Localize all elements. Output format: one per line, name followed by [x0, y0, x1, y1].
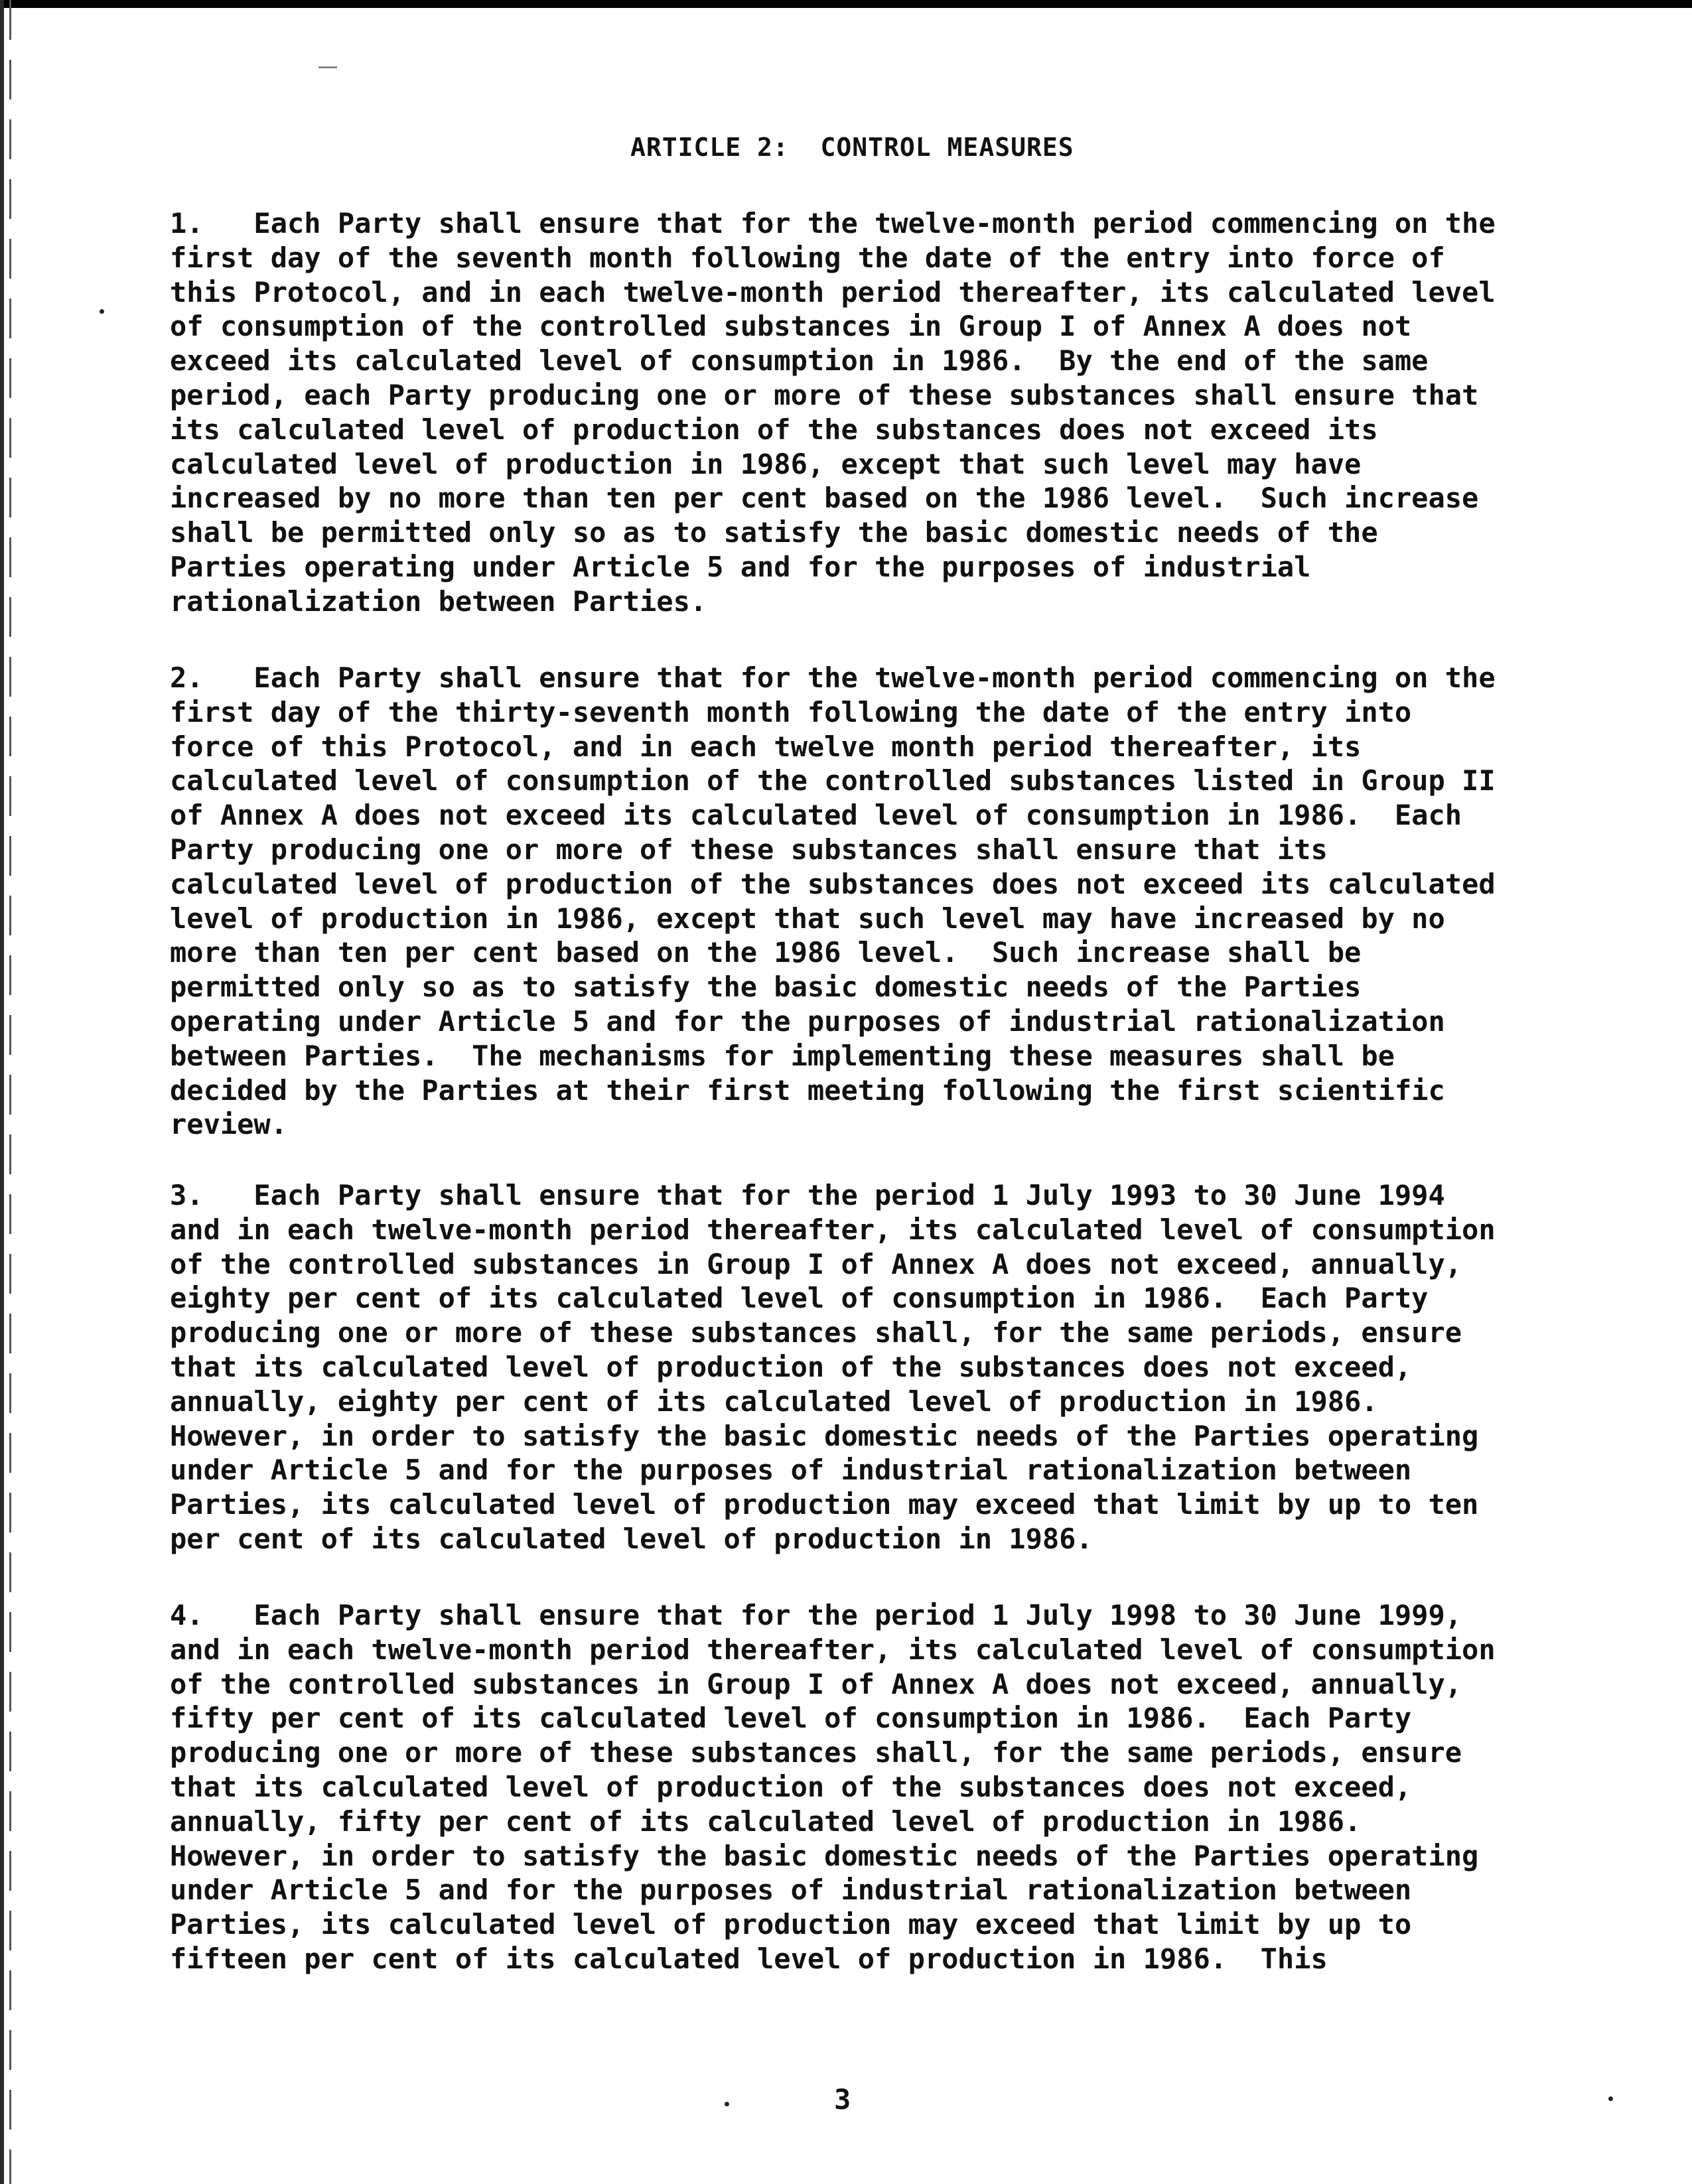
- text-line: shall be permitted only so as to satisfy the basic domestic needs of the: [170, 516, 1378, 549]
- text-line: calculated level of consumption of the controlled substances listed in Group II: [170, 764, 1496, 797]
- text-line: increased by no more than ten per cent based on the 1986 level. Such increase: [170, 482, 1479, 515]
- text-line: Parties, its calculated level of production may exceed that limit by up to: [170, 1908, 1412, 1941]
- text-line: However, in order to satisfy the basic domestic needs of the Parties operating: [170, 1419, 1479, 1452]
- paragraph-4: [170, 1598, 1550, 1976]
- text-line: under Article 5 and for the purposes of industrial rationalization between: [170, 1874, 1412, 1907]
- text-line: 3. Each Party shall ensure that for the period 1 July 1993 to 30 June 1994: [170, 1179, 1445, 1211]
- text-line: and in each twelve-month period thereafter, its calculated level of consumption: [170, 1213, 1496, 1246]
- text-line: Parties, its calculated level of production may exceed that limit by up to ten: [170, 1488, 1479, 1521]
- text-line: Parties operating under Article 5 and for the purposes of industrial: [170, 550, 1311, 583]
- text-line: under Article 5 and for the purposes of industrial rationalization between: [170, 1454, 1412, 1487]
- scan-speck: [100, 309, 104, 314]
- scan-top-border: [0, 0, 1692, 8]
- text-line: per cent of its calculated level of production in 1986.: [170, 1522, 1093, 1555]
- text-line: this Protocol, and in each twelve-month period thereafter, its calculated level: [170, 275, 1496, 308]
- text-line: eighty per cent of its calculated level of consumption in 1986. Each Party: [170, 1282, 1429, 1315]
- text-line: annually, fifty per cent of its calculated level of production in 1986.: [170, 1805, 1362, 1838]
- text-line: exceed its calculated level of consumption in 1986. By the end of the same: [170, 344, 1429, 377]
- scan-left-edge-marks: [9, 0, 11, 2184]
- text-line: that its calculated level of production of the substances does not exceed,: [170, 1770, 1412, 1803]
- text-line: fifteen per cent of its calculated level of production in 1986. This: [170, 1942, 1328, 1975]
- paragraph-2: [170, 661, 1550, 1142]
- scan-speck: [318, 66, 337, 68]
- text-line: fifty per cent of its calculated level of consumption in 1986. Each Party: [170, 1702, 1412, 1735]
- text-line: between Parties. The mechanisms for implementing these measures shall be: [170, 1039, 1395, 1072]
- text-line: first day of the thirty-seventh month following the date of the entry into: [170, 695, 1412, 728]
- text-line: 2. Each Party shall ensure that for the twelve-month period commencing on the: [170, 661, 1496, 694]
- text-line: force of this Protocol, and in each twelve month period thereafter, its: [170, 730, 1362, 763]
- text-line: Party producing one or more of these substances shall ensure that its: [170, 833, 1328, 866]
- page-number: 3: [834, 2083, 851, 2116]
- article-title: ARTICLE 2: CONTROL MEASURES: [630, 133, 1074, 162]
- text-line: annually, eighty per cent of its calculated level of production in 1986.: [170, 1385, 1378, 1418]
- text-line: review.: [170, 1108, 288, 1141]
- text-line: period, each Party producing one or more of these substances shall ensure that: [170, 378, 1479, 411]
- text-line: and in each twelve-month period thereafter, its calculated level of consumption: [170, 1633, 1496, 1666]
- text-line: However, in order to satisfy the basic domestic needs of the Parties operating: [170, 1839, 1479, 1872]
- text-line: of consumption of the controlled substances in Group I of Annex A does not: [170, 310, 1412, 343]
- text-line: level of production in 1986, except that such level may have increased by no: [170, 902, 1445, 935]
- text-line: its calculated level of production of the substances does not exceed its: [170, 413, 1378, 446]
- scan-left-border: [0, 0, 4, 2184]
- text-line: of Annex A does not exceed its calculated level of consumption in 1986. Each: [170, 799, 1462, 832]
- text-line: of the controlled substances in Group I of Annex A does not exceed, annually,: [170, 1247, 1462, 1280]
- text-line: operating under Article 5 and for the purposes of industrial rationalization: [170, 1004, 1445, 1038]
- text-line: decided by the Parties at their first meeting following the first scientific: [170, 1073, 1445, 1107]
- scan-speck: [1608, 2096, 1613, 2101]
- text-line: producing one or more of these substances shall, for the same periods, ensure: [170, 1736, 1462, 1769]
- text-line: 4. Each Party shall ensure that for the period 1 July 1998 to 30 June 1999,: [170, 1599, 1462, 1631]
- paragraph-1: [170, 206, 1550, 619]
- text-line: that its calculated level of production of the substances does not exceed,: [170, 1350, 1412, 1383]
- text-line: more than ten per cent based on the 1986 level. Such increase shall be: [170, 936, 1362, 969]
- text-line: calculated level of production of the substances does not exceed its calculated: [170, 867, 1496, 900]
- text-line: 1. Each Party shall ensure that for the twelve-month period commencing on the: [170, 207, 1496, 239]
- text-line: producing one or more of these substances shall, for the same periods, ensure: [170, 1316, 1462, 1349]
- paragraph-3: [170, 1178, 1550, 1556]
- text-line: permitted only so as to satisfy the basic domestic needs of the Parties: [170, 971, 1362, 1004]
- scan-speck: [725, 2102, 729, 2106]
- text-line: rationalization between Parties.: [170, 584, 707, 618]
- text-line: first day of the seventh month following the date of the entry into force of: [170, 241, 1445, 274]
- text-line: calculated level of production in 1986, except that such level may have: [170, 447, 1362, 480]
- text-line: of the controlled substances in Group I of Annex A does not exceed, annually,: [170, 1667, 1462, 1700]
